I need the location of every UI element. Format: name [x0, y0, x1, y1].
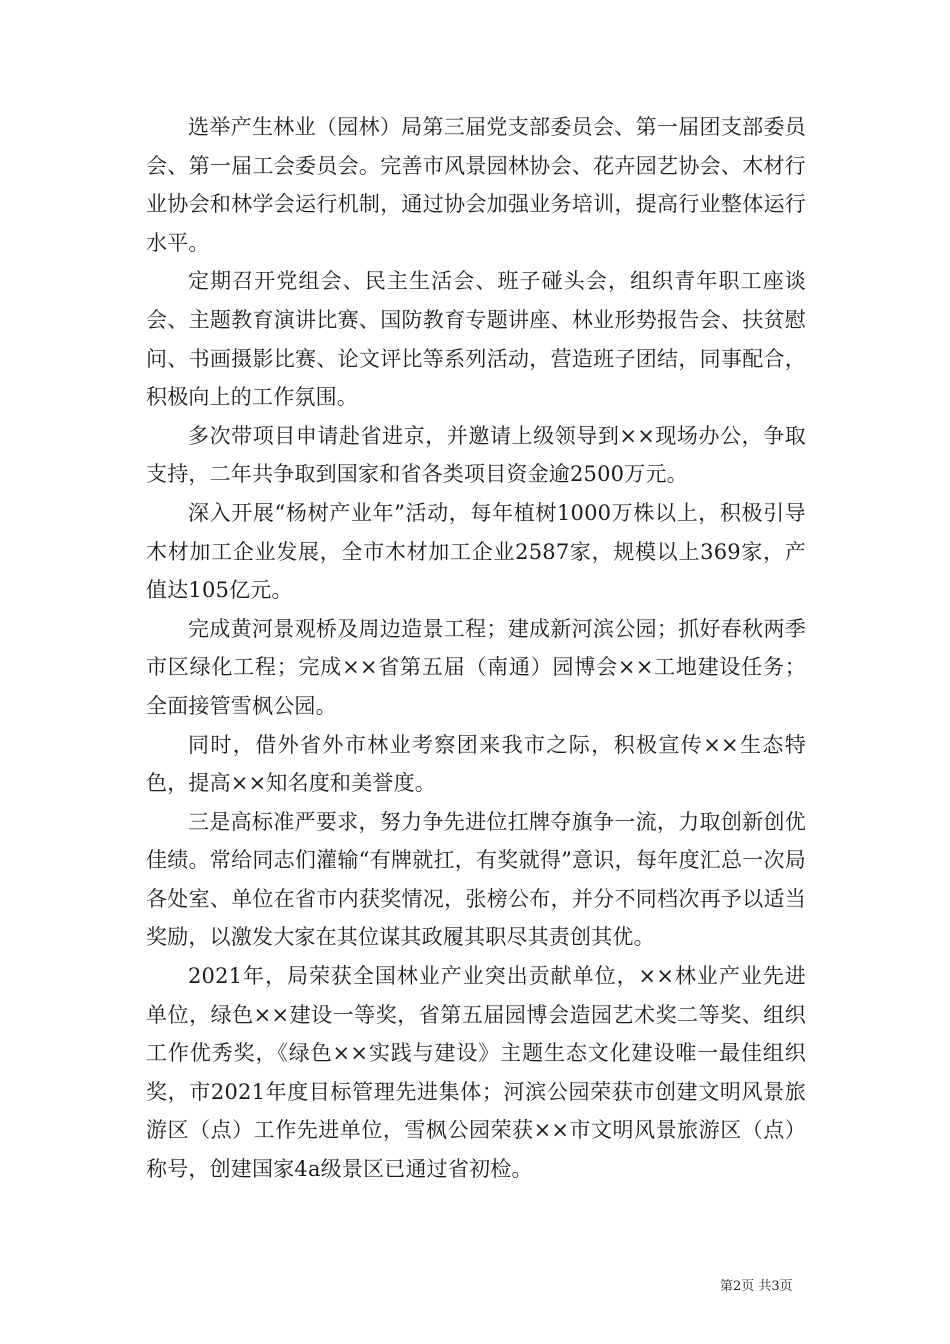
paragraph: 多次带项目申请赴省进京，并邀请上级领导到××现场办公，争取支持，二年共争取到国家和省各类项目资金逾2500万元。: [146, 423, 806, 487]
paragraph: 深入开展“杨树产业年”活动，每年植树1000万株以上，积极引导木材加工企业发展，全市木材加工企业2587家，规模以上369家，产值达105亿元。: [146, 500, 806, 603]
paragraph: 选举产生林业（园林）局第三届党支部委员会、第一届团支部委员会、第一届工会委员会。完善市风景园林协会、花卉园艺协会、木材行业协会和林学会运行机制，通过协会加强业务培训，提高行业整体运行水平。: [146, 115, 806, 255]
paragraph: 三是高标准严要求，努力争先进位扛牌夺旗争一流，力取创新创优佳绩。常给同志们灌输“有牌就扛，有奖就得”意识，每年度汇总一次局各处室、单位在省市内获奖情况，张榜公布，并分不同档次再予以适当奖励，以激发大家在其位谋其政履其职尽其责创其优。: [146, 809, 806, 950]
page-number-footer: 第2页 共3页: [720, 1279, 793, 1294]
paragraph: 完成黄河景观桥及周边造景工程；建成新河滨公园；抓好春秋两季市区绿化工程；完成××省第五届（南通）园博会××工地建设任务；全面接管雪枫公园。: [146, 616, 806, 718]
paragraph: 定期召开党组会、民主生活会、班子碰头会，组织青年职工座谈会、主题教育演讲比赛、国防教育专题讲座、林业形势报告会、扶贫慰问、书画摄影比赛、论文评比等系列活动，营造班子团结，同事配合，积极向上的工作氛围。: [146, 269, 806, 410]
paragraph: 同时，借外省外市林业考察团来我市之际，积极宣传××生态特色，提高××知名度和美誉度。: [146, 732, 806, 796]
paragraph: 2021年，局荣获全国林业产业突出贡献单位，××林业产业先进单位，绿色××建设一等奖，省第五届园博会造园艺术奖二等奖、组织工作优秀奖，《绿色××实践与建设》主题生态文化建设唯一最佳组织奖，市2021年度目标管理先进集体；河滨公园荣获市创建文明风景旅游区（点）工作先进单位，雪枫公园荣获××市文明风景旅游区（点）称号，创建国家4a级景区已通过省初检。: [146, 964, 806, 1182]
document-body: [146, 108, 806, 1189]
